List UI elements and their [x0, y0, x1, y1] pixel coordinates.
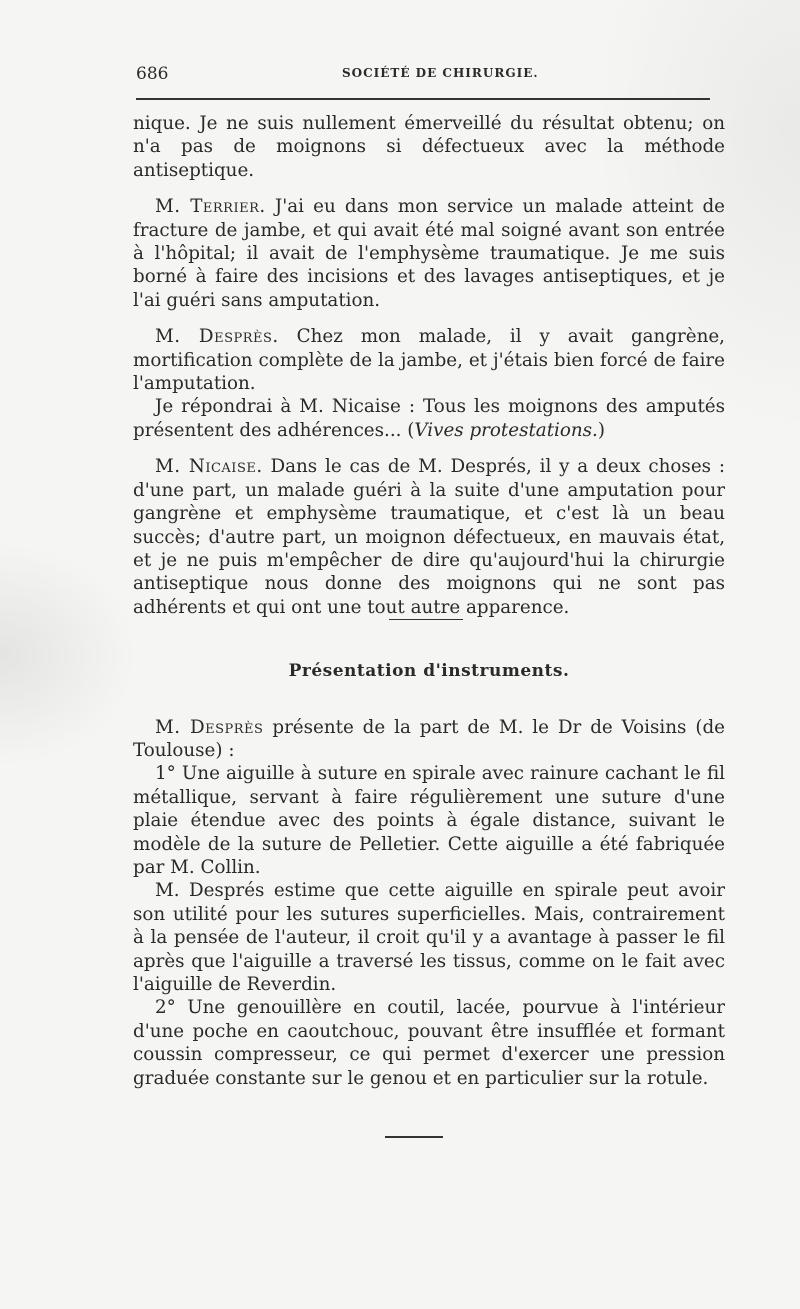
paragraph-text: )	[597, 419, 606, 441]
paragraph-text: présente de la part de M. le Dr de Voisins (de Toulouse) :	[133, 716, 725, 761]
speaker-name: M. Nicaise.	[155, 456, 263, 478]
paragraph-text: Je répondrai à M. Nicaise : Tous les moignons des amputés présentent des adhérences... (	[133, 396, 725, 441]
header-rule	[136, 98, 710, 100]
running-title: SOCIÉTÉ DE CHIRURGIE.	[342, 66, 539, 80]
end-divider	[385, 1136, 443, 1138]
paragraph-continuation	[133, 112, 725, 182]
speaker-name: M. Terrier.	[155, 196, 266, 218]
paragraph-text: J'ai eu dans mon service un malade atteint de fracture de jambe, et qui avait été mal soigné avant son entrée à l'hôpital; il avait de l'emphysème traumatique. Je me suis borné à faire des incisions et des lavages antiseptiques, et je l'ai guéri sans amputation.	[133, 196, 725, 311]
page-header	[136, 64, 710, 90]
paragraph-terrier	[133, 195, 725, 312]
paragraph-despres	[133, 325, 725, 395]
body-text	[133, 112, 725, 1138]
paragraph-comment	[133, 879, 725, 996]
section-title: Présentation d'instruments.	[288, 661, 570, 682]
paragraph-text: Dans le cas de M. Després, il y a deux choses : d'une part, un malade guéri à la suite d'une amputation pour gangrène et emphysème traumatique, et c'est là un beau succès; d'autre part, un moignon défectueux, en mauvais état, et je ne puis m'empêcher de dire qu'aujourd'hui la chirurgie antiseptique nous donne des moignons qui ne sont pas adhérents et qui ont une tout autre apparence.	[133, 456, 725, 618]
paragraph-text: Chez mon malade, il y avait gangrène, mortification complète de la jambe, et j'étais bien forcé de faire l'amputation.	[133, 326, 725, 395]
paragraph-presentation	[133, 716, 725, 763]
paragraph-text: 2° Une genouillère en coutil, lacée, pourvue à l'intérieur d'une poche en caoutchouc, pouvant être insufflée et formant coussin compresseur, ce qui permet d'exercer une pression graduée constante sur le genou et en particulier sur la rotule.	[133, 997, 725, 1089]
paragraph-item-2	[133, 996, 725, 1090]
italic-remark: Vives protestations.	[414, 419, 598, 441]
page-number: 686	[136, 64, 169, 84]
paragraph-text: nique. Je ne suis nullement émerveillé du résultat obtenu; on n'a pas de moignons si défectueux avec la méthode antiseptique.	[133, 113, 725, 181]
paragraph-reply	[133, 395, 725, 442]
paragraph-nicaise	[133, 455, 725, 619]
paragraph-text: 1° Une aiguille à suture en spirale avec rainure cachant le fil métallique, servant à faire régulièrement une suture d'une plaie étendue avec des points à égale distance, suivant le modèle de la suture de Pelletier. Cette aiguille a été fabriquée par M. Collin.	[133, 763, 725, 878]
speaker-name: M. Desprès.	[155, 326, 279, 348]
paragraph-item-1	[133, 762, 725, 879]
speaker-name: M. Desprès	[155, 716, 264, 738]
paragraph-text: M. Després estime que cette aiguille en spirale peut avoir son utilité pour les sutures superficielles. Mais, contrairement à la pensée de l'auteur, il croit qu'il y a avantage à passer le fil après que l'aiguille a traversé les tissus, comme on le fait avec l'aiguille de Reverdin.	[133, 880, 725, 995]
section-divider	[389, 619, 463, 620]
